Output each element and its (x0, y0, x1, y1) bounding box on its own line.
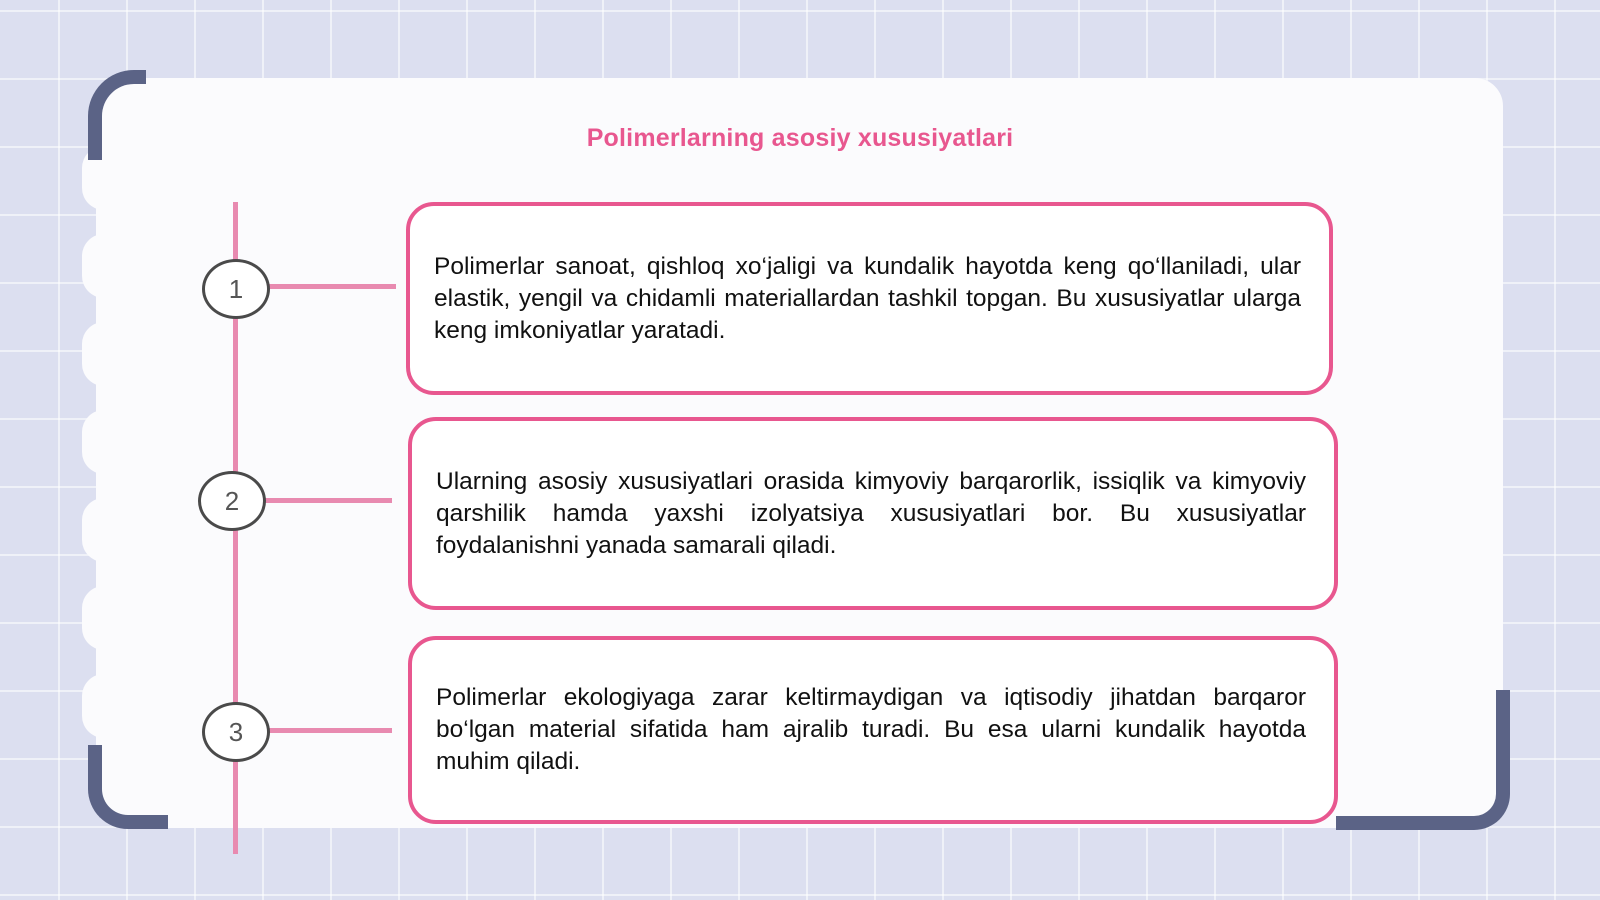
paper-scallop (82, 234, 126, 298)
timeline-connector-1 (266, 284, 396, 289)
info-card-2 (408, 417, 1338, 610)
corner-bracket-bottom-left (88, 745, 168, 829)
paper-scallop (82, 410, 126, 474)
corner-bracket-bottom-right (1336, 690, 1510, 830)
paper-scallop (82, 674, 126, 738)
info-card-text: Ularning asosiy xususiyatlari orasida kimyoviy barqarorlik, issiqlik va kimyoviy qarshilik hamda yaxshi izolyatsiya xususiyatlari bor. Bu xususiyatlar foydalanishni yanada samarali qiladi. (436, 467, 1306, 559)
step-number-1: 1 (202, 259, 270, 319)
slide-title: Polimerlarning asosiy xususiyatlari (586, 124, 1014, 152)
paper-scallop (82, 322, 126, 386)
info-card-1 (406, 202, 1333, 395)
info-card-text: Polimerlar ekologiyaga zarar keltirmaydigan va iqtisodiy jihatdan barqaror bo‘lgan material sifatida ham ajralib turadi. Bu esa ularni kundalik hayotda muhim qiladi. (436, 684, 1306, 775)
info-card-3 (408, 636, 1338, 824)
timeline-connector-3 (266, 728, 392, 733)
paper-scallop (82, 498, 126, 562)
info-card-text: Polimerlar sanoat, qishloq xo‘jaligi va kundalik hayotda keng qo‘llaniladi, ular elastik, yengil va chidamli materiallardan tashkil topgan. Bu xususiyatlar ularga keng imkoniyatlar yaratadi. (434, 252, 1301, 344)
step-number-2: 2 (198, 471, 266, 531)
paper-scallop (82, 586, 126, 650)
timeline-connector-2 (262, 498, 392, 503)
step-number-3: 3 (202, 702, 270, 762)
